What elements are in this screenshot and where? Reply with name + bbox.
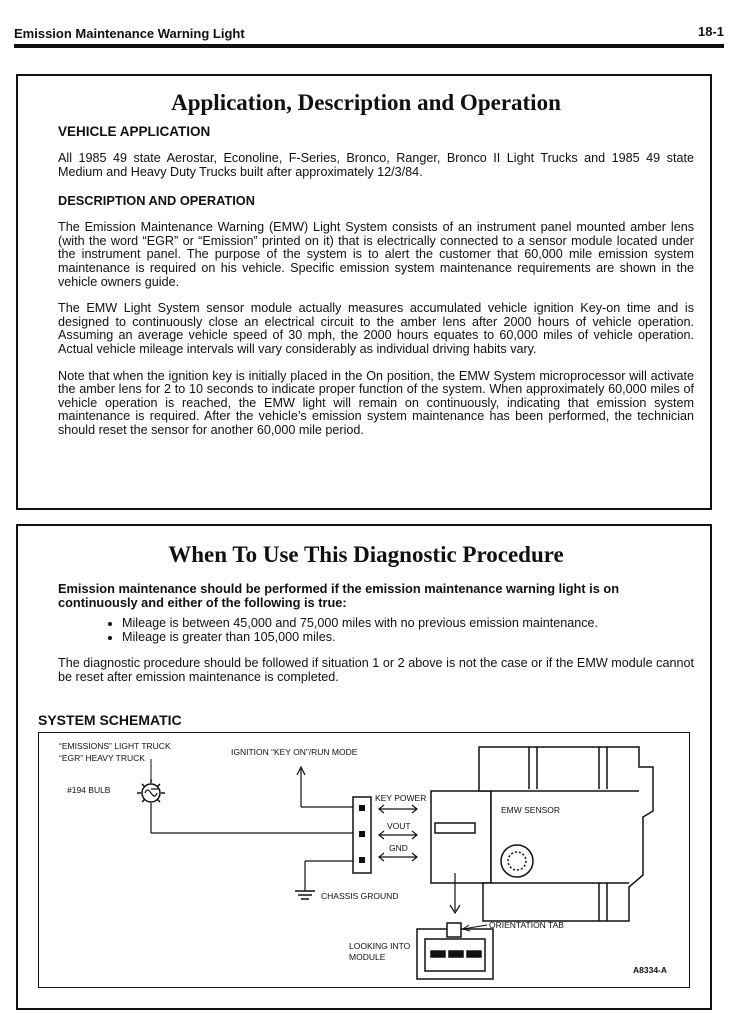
followup-text: The diagnostic procedure should be followed if situation 1 or 2 above is not the case or if the EMW module cannot be reset after emission maintenance is completed. <box>58 656 694 684</box>
page-number: 18-1 <box>697 24 724 39</box>
section-title: When To Use This Diagnostic Procedure <box>168 542 564 567</box>
key-power-label: KEY POWER <box>375 793 427 803</box>
light-truck-label: “EMISSIONS” LIGHT TRUCK <box>59 741 171 751</box>
emw-sensor-module <box>431 747 653 921</box>
looking-into-label: LOOKING INTO <box>349 941 411 951</box>
list-item: • Mileage is between 45,000 and 75,000 miles with no previous emission maintenance. <box>122 616 694 630</box>
condition-list <box>58 616 694 644</box>
vehicle-application-heading: VEHICLE APPLICATION <box>58 124 211 139</box>
ground-icon <box>295 891 315 899</box>
chassis-ground-label: CHASSIS GROUND <box>321 891 399 901</box>
schematic-diagram <box>39 733 691 989</box>
module-label: MODULE <box>349 952 386 962</box>
vehicle-application-text: All 1985 49 state Aerostar, Econoline, F-Series, Bronco, Ranger, Bronco II Light Trucks and 1985 49 state Medium and Heavy Duty Trucks built after approximately 12/3/84. <box>58 151 694 179</box>
page-header <box>14 22 724 42</box>
diagnostic-section <box>16 524 712 1010</box>
maintenance-condition: Emission maintenance should be performed if the emission maintenance warning light is on continuously and either of the following is true: <box>58 581 620 610</box>
bulb-icon <box>137 779 165 802</box>
figure-id: A8334-A <box>633 965 668 975</box>
list-item: • Mileage is greater than 105,000 miles. <box>122 630 694 644</box>
heavy-truck-label: “EGR” HEAVY TRUCK <box>59 753 145 763</box>
description-heading: DESCRIPTION AND OPERATION <box>58 193 255 209</box>
system-schematic <box>38 732 690 988</box>
section-title: Application, Description and Operation <box>171 90 561 115</box>
header-rule <box>14 44 724 48</box>
description-paragraph: The Emission Maintenance Warning (EMW) Light System consists of an instrument panel mounted amber lens (with the word “EGR” or “Emission” printed on it) that is electrically connected to a sensor module located under the instrument panel. The purpose of the system is to alert the customer that 60,000 mile emission system maintenance is required on his vehicle. Specific emission system maintenance requirements are shown in the vehicle owners guide. <box>58 220 694 289</box>
gnd-label: GND <box>389 843 408 853</box>
orientation-tab-label: ORIENTATION TAB <box>489 920 564 930</box>
description-paragraph: The EMW Light System sensor module actually measures accumulated vehicle ignition Key-on time and is designed to continuously close an electrical circuit to the amber lens after 2000 hours of vehicle operation. Assuming an average vehicle speed of 30 mph, the 2000 hours equates to 60,000 miles of vehicle operation. Actual vehicle mileage intervals will vary considerably as individual driving habits vary. <box>58 301 694 356</box>
header-title: Emission Maintenance Warning Light <box>14 26 245 41</box>
application-section <box>16 74 712 510</box>
ignition-label: IGNITION “KEY ON”/RUN MODE <box>231 747 358 757</box>
description-paragraph: Note that when the ignition key is initially placed in the On position, the EMW System microprocessor will activate the amber lens for 2 to 10 seconds to indicate proper function of the system. When approximately 60,000 miles of vehicle operation is reached, the EMW light will remain on continuously, indicating that emission system maintenance is required. After the vehicle’s emission system maintenance has been performed, the technician should reset the sensor for another 60,000 mile period. <box>58 368 694 437</box>
vout-label: VOUT <box>387 821 411 831</box>
module-connector-view <box>417 923 493 979</box>
bulb-label: #194 BULB <box>67 785 111 795</box>
emw-sensor-label: EMW SENSOR <box>501 805 561 815</box>
schematic-heading: SYSTEM SCHEMATIC <box>38 712 182 728</box>
